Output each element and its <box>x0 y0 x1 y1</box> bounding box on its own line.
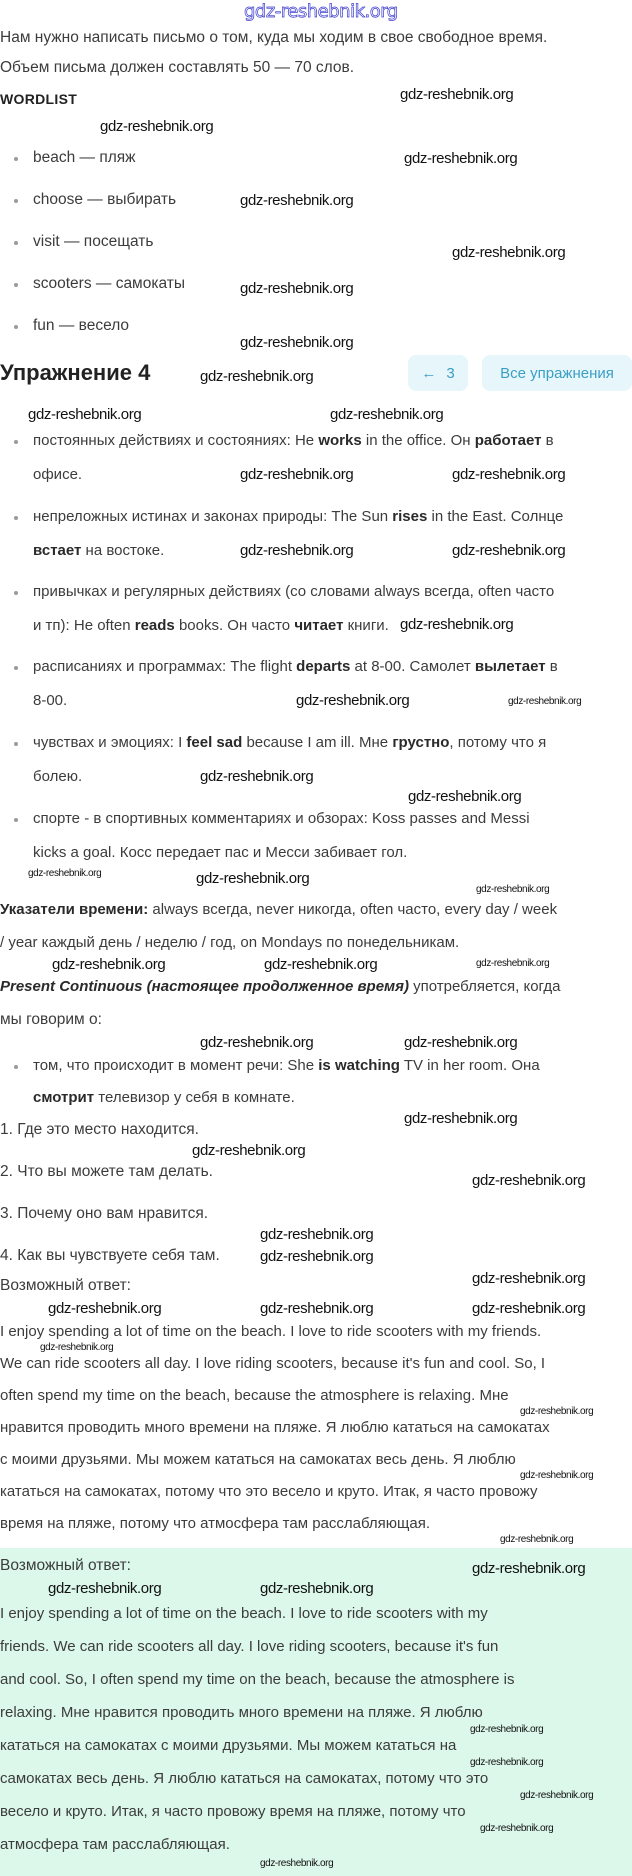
usage-item-line: чувствах и эмоциях: I feel sad because I am ill. Мне грустно, потому что я <box>33 734 547 751</box>
answer-line: friends. We can ride scooters all day. I love riding scooters, because it's fun <box>0 1638 499 1655</box>
watermark: gdz-reshebnik.org <box>452 466 566 483</box>
usage-item-line: болею. <box>33 768 83 785</box>
prev-exercise-label: 3 <box>446 364 455 382</box>
watermark: gdz-reshebnik.org <box>200 368 314 385</box>
usage-item-line: и тп): He often reads books. Он часто читает книги. <box>33 617 389 634</box>
watermark: gdz-reshebnik.org <box>200 768 314 785</box>
watermark: gdz-reshebnik.org <box>472 1300 586 1317</box>
exercise-title: Упражнение 4 <box>0 360 151 385</box>
answer-line: кататься на самокатах с моими друзьями. Мы можем кататься на <box>0 1737 457 1754</box>
answer-line: самокатах весь день. Я люблю кататься на самокатах, потому что это <box>0 1770 489 1787</box>
bullet-icon <box>14 1065 18 1069</box>
usage-item-line: 8-00. <box>33 692 68 709</box>
answer-line: атмосфера там расслабляющая. <box>0 1836 230 1853</box>
watermark: gdz-reshebnik.org <box>472 1270 586 1287</box>
time-markers-line-1: Указатели времени: always всегда, never никогда, often часто, every day / week <box>0 901 558 918</box>
watermark: gdz-reshebnik.org <box>264 956 378 973</box>
watermark: gdz-reshebnik.org <box>470 1724 544 1735</box>
usage-item-line: привычках и регулярных действиях (со словами always всегда, often часто <box>33 583 555 600</box>
answer-line: I enjoy spending a lot of time on the beach. I love to ride scooters with my friends. <box>0 1323 542 1340</box>
answer-label: Возможный ответ: <box>0 1557 131 1574</box>
watermark: gdz-reshebnik.org <box>296 692 410 709</box>
answer-line: often spend my time on the beach, because the atmosphere is relaxing. Мне <box>0 1387 509 1404</box>
intro-line-1: Нам нужно написать письмо о том, куда мы ходим в свое свободное время. <box>0 29 548 46</box>
watermark: gdz-reshebnik.org <box>260 1858 334 1869</box>
list-item: fun — весело <box>33 317 130 334</box>
watermark: gdz-reshebnik.org <box>476 884 550 895</box>
present-continuous-item-line-2: смотрит телевизор у себя в комнате. <box>33 1089 295 1106</box>
bullet-icon <box>14 325 18 329</box>
watermark: gdz-reshebnik.org <box>260 1300 374 1317</box>
bullet-icon <box>14 666 18 670</box>
watermark: gdz-reshebnik.org <box>480 1823 554 1834</box>
bullet-icon <box>14 440 18 444</box>
watermark: gdz-reshebnik.org <box>404 1110 518 1127</box>
watermark: gdz-reshebnik.org <box>260 1226 374 1243</box>
watermark: gdz-reshebnik.org <box>240 334 354 351</box>
watermark: gdz-reshebnik.org <box>500 1534 574 1545</box>
watermark: gdz-reshebnik.org <box>476 958 550 969</box>
answer-line: весело и круто. Итак, я часто провожу время на пляже, потому что <box>0 1803 466 1820</box>
present-continuous-line-2: мы говорим о: <box>0 1011 102 1028</box>
watermark: gdz-reshebnik.org <box>330 406 444 423</box>
list-item: choose — выбирать <box>33 191 177 208</box>
watermark: gdz-reshebnik.org <box>196 870 310 887</box>
bullet-icon <box>14 283 18 287</box>
answer-line: с моими друзьями. Мы можем кататься на самокатах весь день. Я люблю <box>0 1451 516 1468</box>
watermark: gdz-reshebnik.org <box>40 1342 114 1353</box>
usage-item-line: расписаниях и программах: The flight departs at 8-00. Самолет вылетает в <box>33 658 558 675</box>
usage-item-line: постоянных действиях и состояниях: He works in the office. Он работает в <box>33 432 554 449</box>
bullet-icon <box>14 199 18 203</box>
watermark: gdz-reshebnik.org <box>470 1757 544 1768</box>
watermark: gdz-reshebnik.org <box>48 1300 162 1317</box>
watermark: gdz-reshebnik.org <box>520 1470 594 1481</box>
answer-label: Возможный ответ: <box>0 1277 131 1294</box>
watermark: gdz-reshebnik.org <box>192 1142 306 1159</box>
usage-item-line: спорте - в спортивных комментариях и обзорах: Koss passes and Messi <box>33 810 530 827</box>
watermark: gdz-reshebnik.org <box>408 788 522 805</box>
usage-item-line: kicks a goal. Косс передает пас и Месси забивает гол. <box>33 844 408 861</box>
bullet-icon <box>14 818 18 822</box>
watermark: gdz-reshebnik.org <box>240 280 354 297</box>
usage-item-line: встает на востоке. <box>33 542 165 559</box>
prev-exercise-button[interactable] <box>408 355 468 391</box>
site-watermark-header: gdz-reshebnik.org <box>244 1 398 22</box>
watermark: gdz-reshebnik.org <box>260 1580 374 1597</box>
watermark: gdz-reshebnik.org <box>28 868 102 879</box>
answer-line: время на пляже, потому что атмосфера там расслабляющая. <box>0 1515 431 1532</box>
list-item: visit — посещать <box>33 233 154 250</box>
watermark: gdz-reshebnik.org <box>240 466 354 483</box>
watermark: gdz-reshebnik.org <box>400 616 514 633</box>
answer-line: relaxing. Мне нравится проводить много времени на пляже. Я люблю <box>0 1704 483 1721</box>
answer-line: I enjoy spending a lot of time on the beach. I love to ride scooters with my <box>0 1605 488 1622</box>
answer-line: We can ride scooters all day. I love riding scooters, because it's fun and cool. So, I <box>0 1355 546 1372</box>
question-3: 3. Почему оно вам нравится. <box>0 1205 209 1222</box>
watermark: gdz-reshebnik.org <box>400 86 514 103</box>
answer-line: and cool. So, I often spend my time on the beach, because the atmosphere is <box>0 1671 515 1688</box>
watermark: gdz-reshebnik.org <box>48 1580 162 1597</box>
list-item: scooters — самокаты <box>33 275 185 292</box>
watermark: gdz-reshebnik.org <box>520 1406 594 1417</box>
watermark: gdz-reshebnik.org <box>52 956 166 973</box>
watermark: gdz-reshebnik.org <box>240 192 354 209</box>
watermark: gdz-reshebnik.org <box>404 1034 518 1051</box>
watermark: gdz-reshebnik.org <box>508 696 582 707</box>
question-4: 4. Как вы чувствуете себя там. <box>0 1247 220 1264</box>
watermark: gdz-reshebnik.org <box>28 406 142 423</box>
bullet-icon <box>14 241 18 245</box>
answer-line: кататься на самокатах, потому что это весело и круто. Итак, я часто провожу <box>0 1483 538 1500</box>
watermark: gdz-reshebnik.org <box>452 244 566 261</box>
watermark: gdz-reshebnik.org <box>240 542 354 559</box>
bullet-icon <box>14 591 18 595</box>
usage-item-line: непреложных истинах и законах природы: The Sun rises in the East. Солнце <box>33 508 564 525</box>
intro-line-2: Объем письма должен составлять 50 — 70 слов. <box>0 59 355 76</box>
watermark: gdz-reshebnik.org <box>472 1172 586 1189</box>
present-continuous-item: том, что происходит в момент речи: She is watching TV in her room. Она <box>33 1057 540 1074</box>
watermark: gdz-reshebnik.org <box>200 1034 314 1051</box>
watermark: gdz-reshebnik.org <box>100 118 214 135</box>
bullet-icon <box>14 742 18 746</box>
list-item: beach — пляж <box>33 149 136 166</box>
question-2: 2. Что вы можете там делать. <box>0 1163 213 1180</box>
all-exercises-button[interactable]: Все упражнения <box>482 355 632 391</box>
usage-item-line: офисе. <box>33 466 83 483</box>
watermark: gdz-reshebnik.org <box>452 542 566 559</box>
question-1: 1. Где это место находится. <box>0 1121 199 1138</box>
present-continuous-line-1: Present Continuous (настоящее продолженное время) употребляется, когда <box>0 978 561 995</box>
watermark: gdz-reshebnik.org <box>404 150 518 167</box>
watermark: gdz-reshebnik.org <box>260 1248 374 1265</box>
bullet-icon <box>14 516 18 520</box>
wordlist-title: WORDLIST <box>0 91 78 107</box>
watermark: gdz-reshebnik.org <box>520 1790 594 1801</box>
time-markers-line-2: / year каждый день / неделю / год, on Mondays по понедельникам. <box>0 934 460 951</box>
bullet-icon <box>14 157 18 161</box>
watermark: gdz-reshebnik.org <box>472 1560 586 1577</box>
arrow-left-icon: ← <box>421 364 437 382</box>
answer-line: нравится проводить много времени на пляже. Я люблю кататься на самокатах <box>0 1419 550 1436</box>
